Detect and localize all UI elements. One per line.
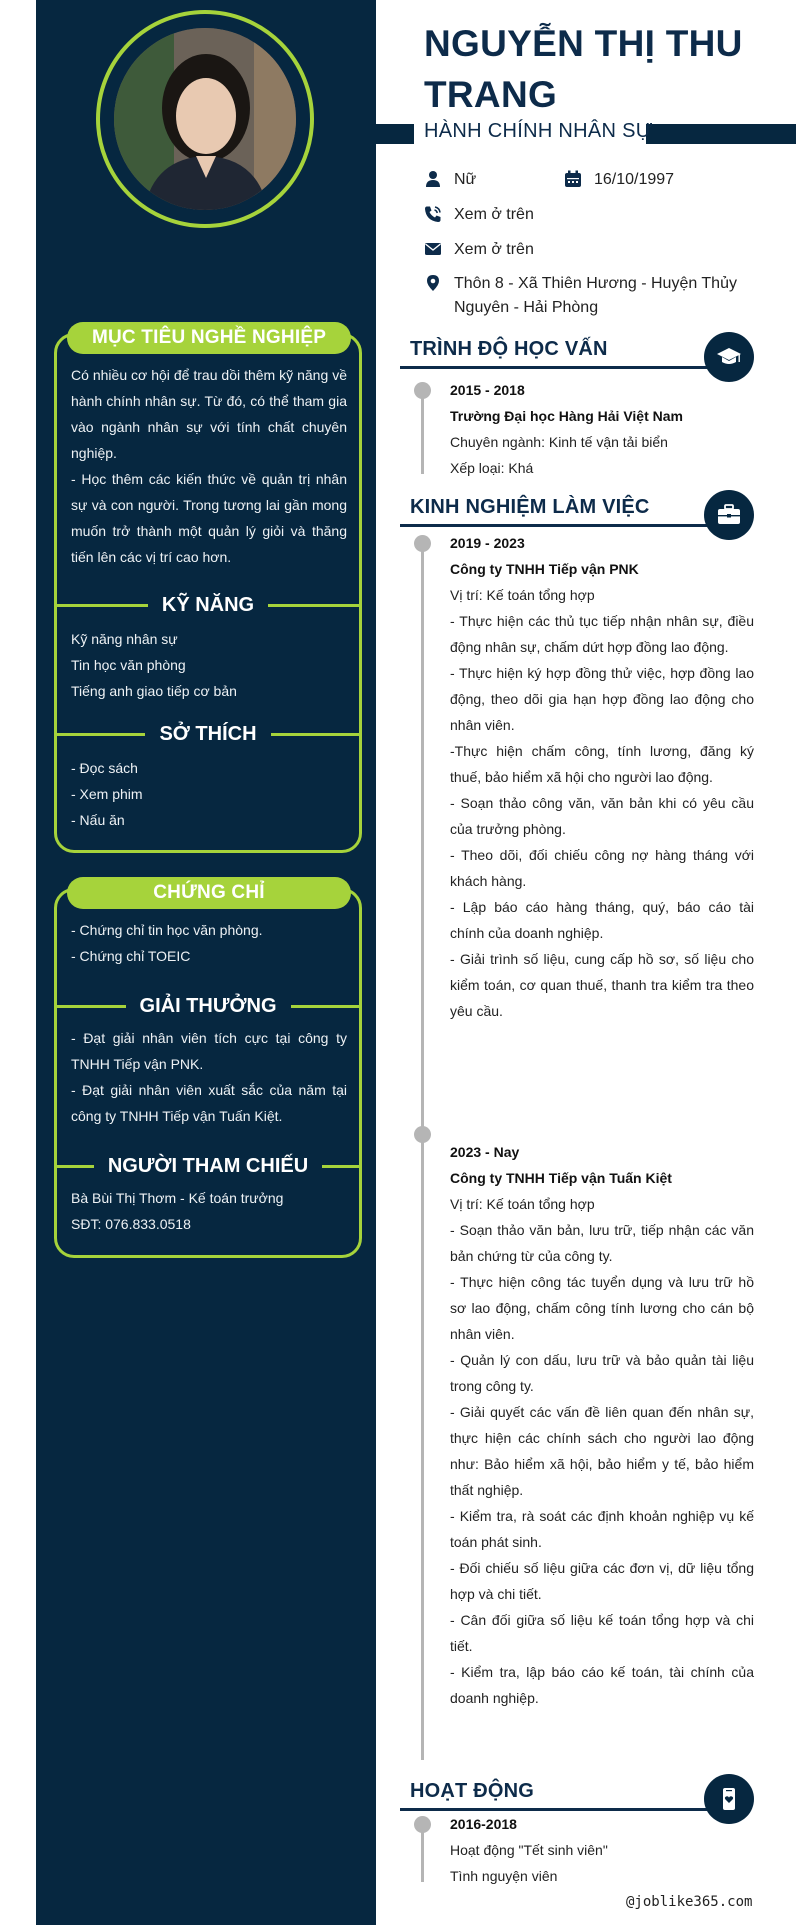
job-duty: - Soạn thảo công văn, văn bản khi có yêu cầu của trưởng phòng. bbox=[450, 795, 754, 837]
objective-paragraph-1: Có nhiều cơ hội để trau dồi thêm kỹ năng về hành chính nhân sự. Từ đó, có thể tham gia vào ngành nhân sự với tính chất chuyên nghiệp. bbox=[71, 367, 347, 461]
reference-heading bbox=[54, 1153, 362, 1179]
education-timeline bbox=[421, 388, 424, 474]
footer-watermark: @joblike365.com bbox=[626, 1894, 753, 1910]
education-school: Trường Đại học Hàng Hải Việt Nam bbox=[450, 408, 683, 424]
activity-role: Tình nguyện viên bbox=[450, 1868, 558, 1884]
job-years: 2023 - Nay bbox=[450, 1144, 520, 1160]
job-title: HÀNH CHÍNH NHÂN SỰ bbox=[424, 120, 654, 142]
job-duty: - Lập báo cáo hàng tháng, quý, báo cáo tài chính của doanh nghiệp. bbox=[450, 899, 754, 941]
address-row bbox=[424, 272, 737, 320]
divider bbox=[54, 604, 148, 607]
job-duty: - Giải quyết các vấn đề liên quan đến nhân sự, thực hiện các chính sách cho người lao động như: Bảo hiểm xã hội, bảo hiểm y tế, bảo hiểm thất nghiệp. bbox=[450, 1404, 754, 1498]
email-row bbox=[424, 238, 534, 262]
job-duty: - Đối chiếu số liệu giữa các đơn vị, dữ liệu tổng hợp và chi tiết. bbox=[450, 1560, 754, 1602]
experience-timeline bbox=[421, 540, 424, 1760]
gender-value: Nữ bbox=[454, 171, 477, 188]
activity-years: 2016-2018 bbox=[450, 1816, 517, 1832]
skill-item: Kỹ năng nhân sự bbox=[71, 631, 178, 647]
timeline-dot bbox=[414, 1126, 431, 1143]
phone-row bbox=[424, 203, 534, 227]
objective-skills-hobbies-panel bbox=[54, 327, 362, 853]
birthday-value: 16/10/1997 bbox=[594, 171, 675, 188]
map-pin-icon bbox=[424, 274, 442, 292]
reference-item: SĐT: 076.833.0518 bbox=[71, 1216, 191, 1232]
hobbies-list bbox=[71, 755, 347, 833]
job-duty: - Kiểm tra, lập báo cáo kế toán, tài chính của doanh nghiệp. bbox=[450, 1664, 754, 1706]
job-duty: - Giải trình số liệu, cung cấp hồ sơ, số liệu cho kiểm toán, cơ quan thuế, thanh tra kiểm tra theo yêu cầu. bbox=[450, 951, 754, 1019]
job-duty: -Thực hiện chấm công, tính lương, đăng ký thuế, bảo hiểm xã hội cho người lao động. bbox=[450, 743, 754, 785]
job-company: Công ty TNHH Tiếp vận PNK bbox=[450, 561, 639, 577]
divider bbox=[54, 733, 145, 736]
awards-heading-text: GIẢI THƯỞNG bbox=[139, 994, 277, 1017]
skills-list bbox=[71, 626, 347, 704]
job-entry-2 bbox=[450, 1139, 754, 1711]
heading-rule bbox=[400, 366, 720, 369]
objective-paragraph-2: - Học thêm các kiến thức về quản trị nhân sự và con người. Trong tương lai gần mong muốn trở thành một quản lý giỏi và thăng tiến lên các vị trí cao hơn. bbox=[71, 471, 347, 565]
phone-value: Xem ở trên bbox=[454, 206, 534, 223]
avatar-ring bbox=[96, 10, 314, 228]
hobbies-heading bbox=[54, 721, 362, 747]
divider bbox=[54, 1005, 126, 1008]
job-duty: - Theo dõi, đối chiếu công nợ hàng tháng với khách hàng. bbox=[450, 847, 754, 889]
job-duty: - Thực hiện công tác tuyển dụng và lưu trữ hồ sơ lao động, chấm công tính lương cho cán bộ nhân viên. bbox=[450, 1274, 754, 1342]
sidebar bbox=[36, 0, 376, 1925]
job-duty: - Thực hiện ký hợp đồng thử việc, hợp đồng lao động, theo dõi gia hạn hợp đồng lao động cho nhân viên. bbox=[450, 665, 754, 733]
hobby-item: - Xem phim bbox=[71, 786, 143, 802]
award-item: - Đạt giải nhân viên xuất sắc của năm tại công ty TNHH Tiếp vận Tuấn Kiệt. bbox=[71, 1082, 347, 1124]
timeline-dot bbox=[414, 382, 431, 399]
job-entry-1 bbox=[450, 530, 754, 1024]
name-line-2: TRANG bbox=[424, 74, 558, 115]
address-line-2: Nguyên - Hải Phòng bbox=[454, 299, 599, 316]
certificates-list bbox=[71, 917, 347, 969]
education-years: 2015 - 2018 bbox=[450, 382, 525, 398]
objective-heading: MỤC TIÊU NGHỀ NGHIỆP bbox=[67, 322, 351, 354]
heading-rule bbox=[400, 524, 720, 527]
skills-heading-text: KỸ NĂNG bbox=[161, 593, 255, 616]
reference-heading-text: NGƯỜI THAM CHIẾU bbox=[107, 1154, 309, 1177]
email-value: Xem ở trên bbox=[454, 241, 534, 258]
reference-item: Bà Bùi Thị Thơm - Kế toán trưởng bbox=[71, 1190, 284, 1206]
certificate-item: - Chứng chỉ TOEIC bbox=[71, 948, 191, 964]
certificates-heading: CHỨNG CHỈ bbox=[67, 877, 351, 909]
timeline-dot bbox=[414, 1816, 431, 1833]
address-value bbox=[454, 272, 737, 320]
activity-event: Hoạt động "Tết sinh viên" bbox=[450, 1842, 608, 1858]
certificates-awards-reference-panel bbox=[54, 882, 362, 1258]
birthday-row bbox=[564, 168, 674, 192]
job-duty: - Kiểm tra, rà soát các định khoản nghiệp vụ kế toán phát sinh. bbox=[450, 1508, 754, 1550]
name-line-1: NGUYỄN THỊ THU bbox=[424, 23, 743, 64]
education-heading-text: TRÌNH ĐỘ HỌC VẤN bbox=[410, 338, 608, 360]
divider bbox=[291, 1005, 363, 1008]
job-years: 2019 - 2023 bbox=[450, 535, 525, 551]
activities-heading-text: HOẠT ĐỘNG bbox=[410, 1780, 535, 1802]
reference-list bbox=[71, 1185, 347, 1237]
job-duty: - Cân đối giữa số liệu kế toán tổng hợp và chi tiết. bbox=[450, 1612, 754, 1654]
job-duty: - Quản lý con dấu, lưu trữ và bảo quản tài liệu trong công ty. bbox=[450, 1352, 754, 1394]
education-major: Chuyên ngành: Kinh tế vận tải biển bbox=[450, 434, 668, 450]
user-icon bbox=[424, 170, 442, 188]
hobby-item: - Nấu ăn bbox=[71, 812, 125, 828]
divider bbox=[322, 1165, 362, 1168]
divider bbox=[54, 1165, 94, 1168]
hobbies-heading-text: SỞ THÍCH bbox=[159, 722, 257, 745]
hobby-item: - Đọc sách bbox=[71, 760, 138, 776]
experience-heading-text: KINH NGHIỆM LÀM VIỆC bbox=[410, 496, 650, 518]
job-position: Vị trí: Kế toán tổng hợp bbox=[450, 1196, 595, 1212]
title-bar-right bbox=[646, 124, 796, 144]
title-bar-left bbox=[376, 124, 414, 144]
job-position: Vị trí: Kế toán tổng hợp bbox=[450, 587, 595, 603]
skill-item: Tin học văn phòng bbox=[71, 657, 186, 673]
skills-heading bbox=[54, 592, 362, 618]
award-item: - Đạt giải nhân viên tích cực tại công ty TNHH Tiếp vận PNK. bbox=[71, 1030, 347, 1072]
phone-icon bbox=[424, 205, 442, 223]
awards-list bbox=[71, 1025, 347, 1129]
skill-item: Tiếng anh giao tiếp cơ bản bbox=[71, 683, 237, 699]
avatar bbox=[114, 28, 296, 210]
job-duty: - Soạn thảo văn bản, lưu trữ, tiếp nhận các văn bản chứng từ của công ty. bbox=[450, 1222, 754, 1264]
address-line-1: Thôn 8 - Xã Thiên Hương - Huyện Thủy bbox=[454, 275, 737, 292]
gender-row bbox=[424, 168, 476, 192]
divider bbox=[268, 604, 362, 607]
job-duty: - Thực hiện các thủ tục tiếp nhận nhân sự, điều động nhân sự, chấm dứt hợp đồng lao động. bbox=[450, 613, 754, 655]
objective-text bbox=[71, 362, 347, 570]
awards-heading bbox=[54, 993, 362, 1019]
candidate-name bbox=[424, 18, 764, 120]
avatar-photo bbox=[114, 28, 296, 210]
envelope-icon bbox=[424, 240, 442, 258]
education-entry bbox=[450, 377, 754, 481]
education-grade: Xếp loại: Khá bbox=[450, 460, 534, 476]
certificate-item: - Chứng chỉ tin học văn phòng. bbox=[71, 922, 263, 938]
graduation-cap-icon bbox=[704, 332, 754, 382]
activity-entry bbox=[450, 1811, 754, 1889]
divider bbox=[271, 733, 362, 736]
job-company: Công ty TNHH Tiếp vận Tuấn Kiệt bbox=[450, 1170, 672, 1186]
calendar-icon bbox=[564, 170, 582, 188]
timeline-dot bbox=[414, 535, 431, 552]
